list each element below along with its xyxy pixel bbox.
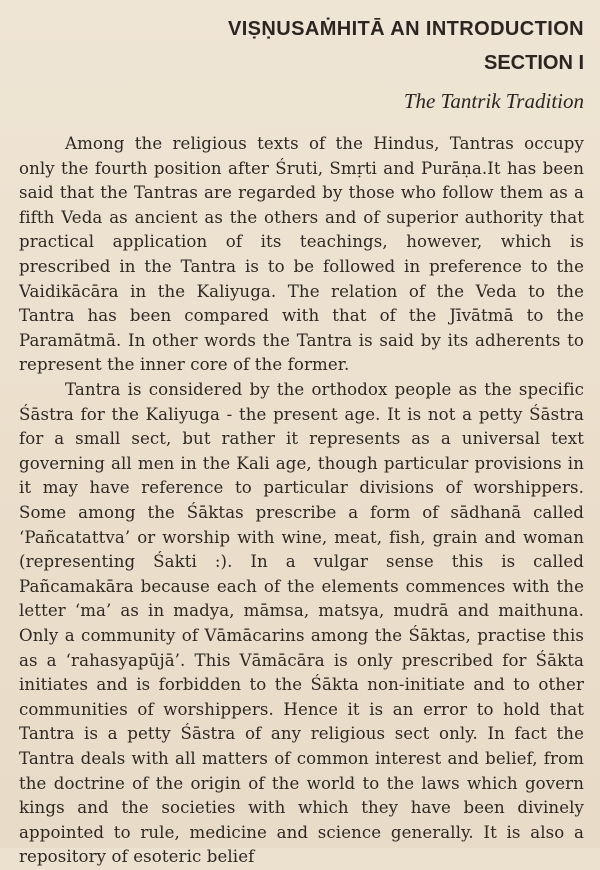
body-paragraph-2: Tantra is considered by the orthodox people as the specific Śāstra for the Kaliyuga - the present age. It is not a petty Śāstra for a small sect, but rather it represents as a universal text governing all men in the Kali age, though particular provisions in it may have reference to particular divisions of worshippers. Some among the Śāktas prescribe a form of sādhanā called ‘Pañcatattva’ or worship with wine, meat, fish, grain and woman (representing Śakti :). In a vulgar sense this is called Pañcamakāra because each of the elements commences with the letter ‘ma’ as in madya, māmsa, matsya, mudrā and maithuna. Only a community of Vāmācarins among the Śāktas, practise this as a ‘rahasyapūjā’. This Vāmācāra is only prescribed for Śākta initiates and is forbidden to the Śākta non-initiate and to other communities of worshippers. Hence it is an error to hold that Tantra is a petty Śāstra of any religious sect only. In fact the Tantra deals with all matters of common interest and belief, from the doctrine of the origin of the world to the laws which govern kings and the societies with which they have been divinely appointed to rule, medicine and science generally. It is also a repository of esoteric belief bbox=[19, 380, 584, 867]
section-subtitle: The Tantrik Tradition bbox=[403, 89, 584, 113]
section-heading: SECTION I bbox=[483, 52, 584, 74]
body-paragraph-1: Among the religious texts of the Hindus, Tantras occupy only the fourth position after Śruti, Smṛti and Purāṇa.It has been said that the Tantras are regarded by those who follow them as a fifth Veda as ancient as the others and of superior authority that practical application of its teachings, however, which is prescribed in the Tantra is to be followed in preference to the Vaidikācāra in the Kaliyuga. The relation of the Veda to the Tantra has been compared with that of the Jīvātmā to the Paramātmā. In other words the Tantra is said by its adherents to represent the inner core of the former. bbox=[19, 134, 584, 375]
chapter-title: VIṢṆUSAṀHITĀ AN INTRODUCTION bbox=[227, 18, 584, 40]
